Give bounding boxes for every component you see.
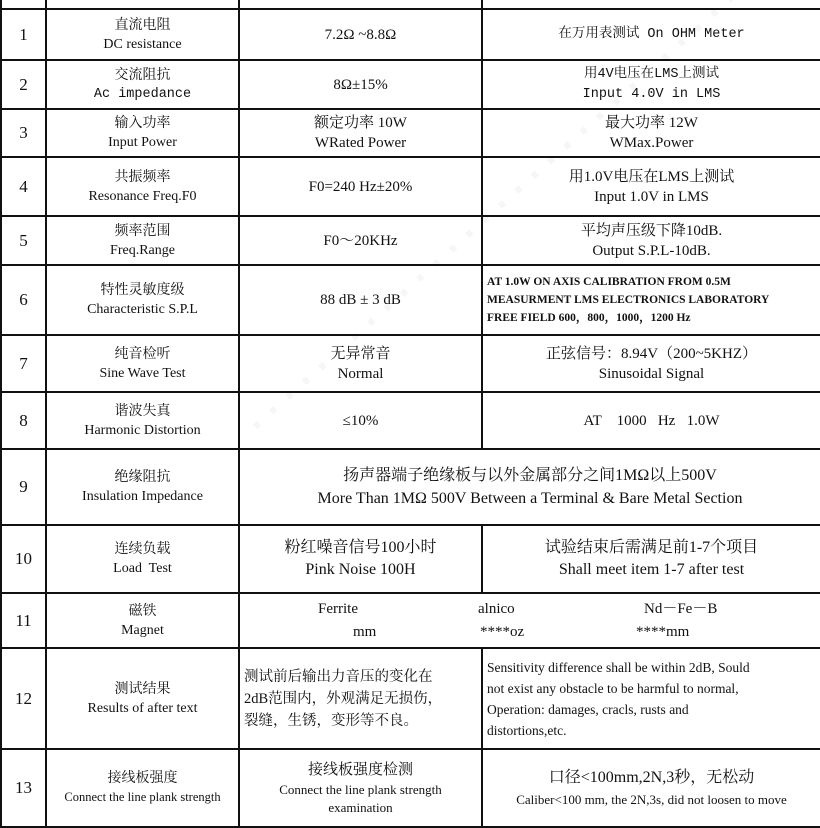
test-condition: Sensitivity difference shall be within 2dB, Sould not exist any obstacle to be harmful to normal, Operation: damages, cracls, rusts and distortions,etc. — [482, 648, 820, 749]
row-number: 4 — [1, 157, 46, 216]
spec-value: 7.2Ω ~8.8Ω — [239, 9, 482, 60]
table-row — [1, 648, 820, 749]
table-row — [1, 60, 820, 109]
item-name: 磁铁 Magnet — [46, 593, 239, 648]
test-condition: 口径<100mm,2N,3秒，无松动 Caliber<100 mm, the 2N,3s, did not loosen to move — [482, 749, 820, 827]
item-name: 绝缘阻抗 Insulation Impedance — [46, 449, 239, 525]
spec-value: 测试前后输出力音压的变化在 2dB范围内，外观满足无损伤， 裂缝，生锈，变形等不良。 — [239, 648, 482, 749]
test-condition: 最大功率 12W WMax.Power — [482, 109, 820, 157]
test-condition: AT 1000 Hz 1.0W — [482, 392, 820, 449]
table-row — [1, 335, 820, 392]
table-row — [1, 449, 820, 525]
item-name: 频率范围 Freq.Range — [46, 216, 239, 265]
test-condition: 在万用表测试 On OHM Meter — [482, 9, 820, 60]
spec-value: ≤10% — [239, 392, 482, 449]
row-number: 13 — [1, 749, 46, 827]
test-condition: 用4V电压在LMS上测试 Input 4.0V in LMS — [482, 60, 820, 109]
table-row — [1, 593, 820, 648]
table-row — [1, 9, 820, 60]
item-name: 纯音检听 Sine Wave Test — [46, 335, 239, 392]
magnet-ferrite-unit: mm — [353, 624, 377, 640]
row-number: 3 — [1, 109, 46, 157]
row-number: 11 — [1, 593, 46, 648]
item-name-cn: 直流电阻 — [114, 17, 171, 33]
table-row — [1, 525, 820, 593]
table-row — [1, 216, 820, 265]
item-name: 共振频率 Resonance Freq.F0 — [46, 157, 239, 216]
table-row — [1, 749, 820, 827]
item-name: 测试结果 Results of after text — [46, 648, 239, 749]
row-number: 2 — [1, 60, 46, 109]
magnet-ndfeb: Nd－Fe－B — [644, 601, 718, 617]
row-number: 1 — [1, 9, 46, 60]
item-name — [46, 9, 239, 60]
test-condition: 试验结束后需满足前1-7个项目 Shall meet item 1-7 after test — [482, 525, 820, 593]
item-name: 连续负载 Load Test — [46, 525, 239, 593]
table-row — [1, 157, 820, 216]
magnet-alnico: alnico — [478, 601, 515, 617]
magnet-ndfeb-unit: ****mm — [636, 624, 690, 640]
spec-value: 额定功率 10W WRated Power — [239, 109, 482, 157]
table-row — [1, 265, 820, 335]
spec-value: 88 dB ± 3 dB — [239, 265, 482, 335]
row-number: 5 — [1, 216, 46, 265]
table-row — [1, 109, 820, 157]
row-number: 9 — [1, 449, 46, 525]
test-condition: AT 1.0W ON AXIS CALIBRATION FROM 0.5M MEASURMENT LMS ELECTRONICS LABORATORY FREE FIELD 600，800，1000，1200 Hz — [482, 265, 820, 335]
spec-value: 接线板强度检测 Connect the line plank strength examination — [239, 749, 482, 827]
item-name-en: DC resistance — [103, 36, 182, 52]
table-row-top-edge — [1, 0, 820, 9]
row-number: 6 — [1, 265, 46, 335]
magnet-alnico-unit: ****oz — [480, 624, 525, 640]
item-name: 谐波失真 Harmonic Distortion — [46, 392, 239, 449]
test-condition: 平均声压级下降10dB. Output S.P.L-10dB. — [482, 216, 820, 265]
test-condition: 用1.0V电压在LMS上测试 Input 1.0V in LMS — [482, 157, 820, 216]
merged-spec: 扬声器端子绝缘板与以外金属部分之间1MΩ以上500V More Than 1MΩ 500V Between a Terminal & Bare Metal Section — [239, 449, 820, 525]
item-name: 接线板强度 Connect the line plank strength — [46, 749, 239, 827]
spec-value: F0～20KHz — [239, 216, 482, 265]
row-number: 7 — [1, 335, 46, 392]
row-number: 8 — [1, 392, 46, 449]
row-number: 10 — [1, 525, 46, 593]
spec-value: 8Ω±15% — [239, 60, 482, 109]
spec-value: F0=240 Hz±20% — [239, 157, 482, 216]
magnet-ferrite: Ferrite — [318, 601, 358, 617]
spec-value: 无异常音 Normal — [239, 335, 482, 392]
test-condition: 正弦信号：8.94V（200~5KHZ） Sinusoidal Signal — [482, 335, 820, 392]
table-row — [1, 392, 820, 449]
item-name: 输入功率 Input Power — [46, 109, 239, 157]
item-name: 交流阻抗 Ac impedance — [46, 60, 239, 109]
item-name: 特性灵敏度级 Characteristic S.P.L — [46, 265, 239, 335]
row-number: 12 — [1, 648, 46, 749]
magnet-options — [239, 593, 820, 648]
spec-value: 粉红噪音信号100小时 Pink Noise 100H — [239, 525, 482, 593]
